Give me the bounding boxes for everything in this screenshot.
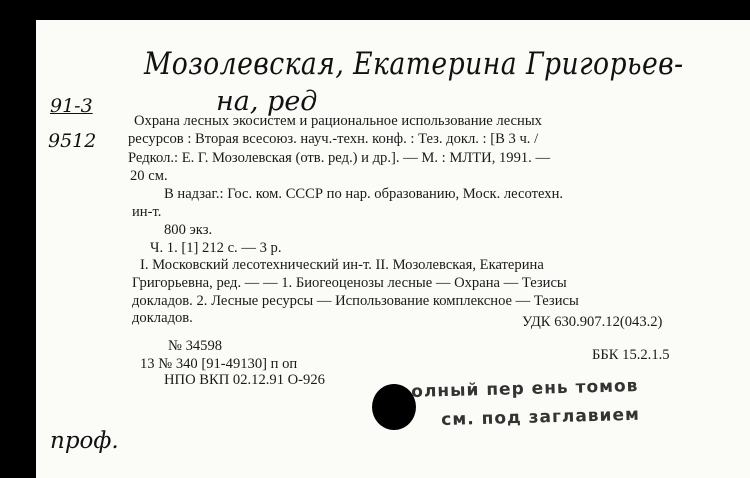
card-text-line: ин-т.: [132, 204, 162, 220]
catalog-card: [36, 20, 750, 478]
publisher-stamp-line: НПО ВКП 02.12.91 О-926: [164, 372, 325, 388]
card-text-line: докладов. 2. Лесные ресурсы — Использование комплексное — Тезисы: [132, 293, 579, 309]
card-text-line: Ч. 1. [1] 212 с. — 3 р.: [150, 240, 282, 256]
card-text-line: докладов.: [132, 310, 193, 326]
card-text-line: В надзаг.: Гос. ком. СССР по нар. образованию, Моск. лесотехн.: [164, 186, 564, 202]
stamp-line-1: олный пер ень томов: [411, 376, 639, 402]
handwritten-note-bottom: проф.: [50, 428, 119, 454]
card-text-line: Охрана лесных экосистем и рациональное использование лесных: [134, 113, 542, 129]
card-text-line: 800 экз.: [164, 222, 213, 238]
ink-blot: [372, 384, 416, 430]
bbk-code: ББК 15.2.1.5: [592, 347, 670, 363]
record-code: 13 № 340 [91-49130] п оп: [140, 356, 298, 372]
card-text-line: Редкол.: Е. Г. Мозолевская (отв. ред.) и др.]. — М. : МЛТИ, 1991. —: [128, 150, 551, 166]
handwritten-shelf-mark-bottom: 9512: [48, 130, 97, 152]
handwritten-author-name: Мозолевская, Екатерина Григорьев-: [144, 46, 684, 82]
handwritten-author-name-cont: на, ред: [216, 86, 318, 117]
handwritten-shelf-mark-top: 91-3: [50, 95, 93, 117]
stamp-line-2: см. под заглавием: [441, 404, 641, 430]
card-number: № 34598: [168, 338, 223, 354]
scan-border-top: [0, 0, 750, 20]
card-text-line: 20 см.: [130, 168, 168, 184]
udk-code: УДК 630.907.12(043.2): [522, 314, 663, 330]
card-text-line: ресурсов : Вторая всесоюз. науч.-техн. конф. : Тез. докл. : [В 3 ч. /: [128, 131, 539, 147]
card-text-line: I. Московский лесотехнический ин-т. II. Мозолевская, Екатерина: [140, 257, 544, 273]
card-text-line: Григорьевна, ред. — — 1. Биогеоценозы лесные — Охрана — Тезисы: [132, 275, 567, 291]
